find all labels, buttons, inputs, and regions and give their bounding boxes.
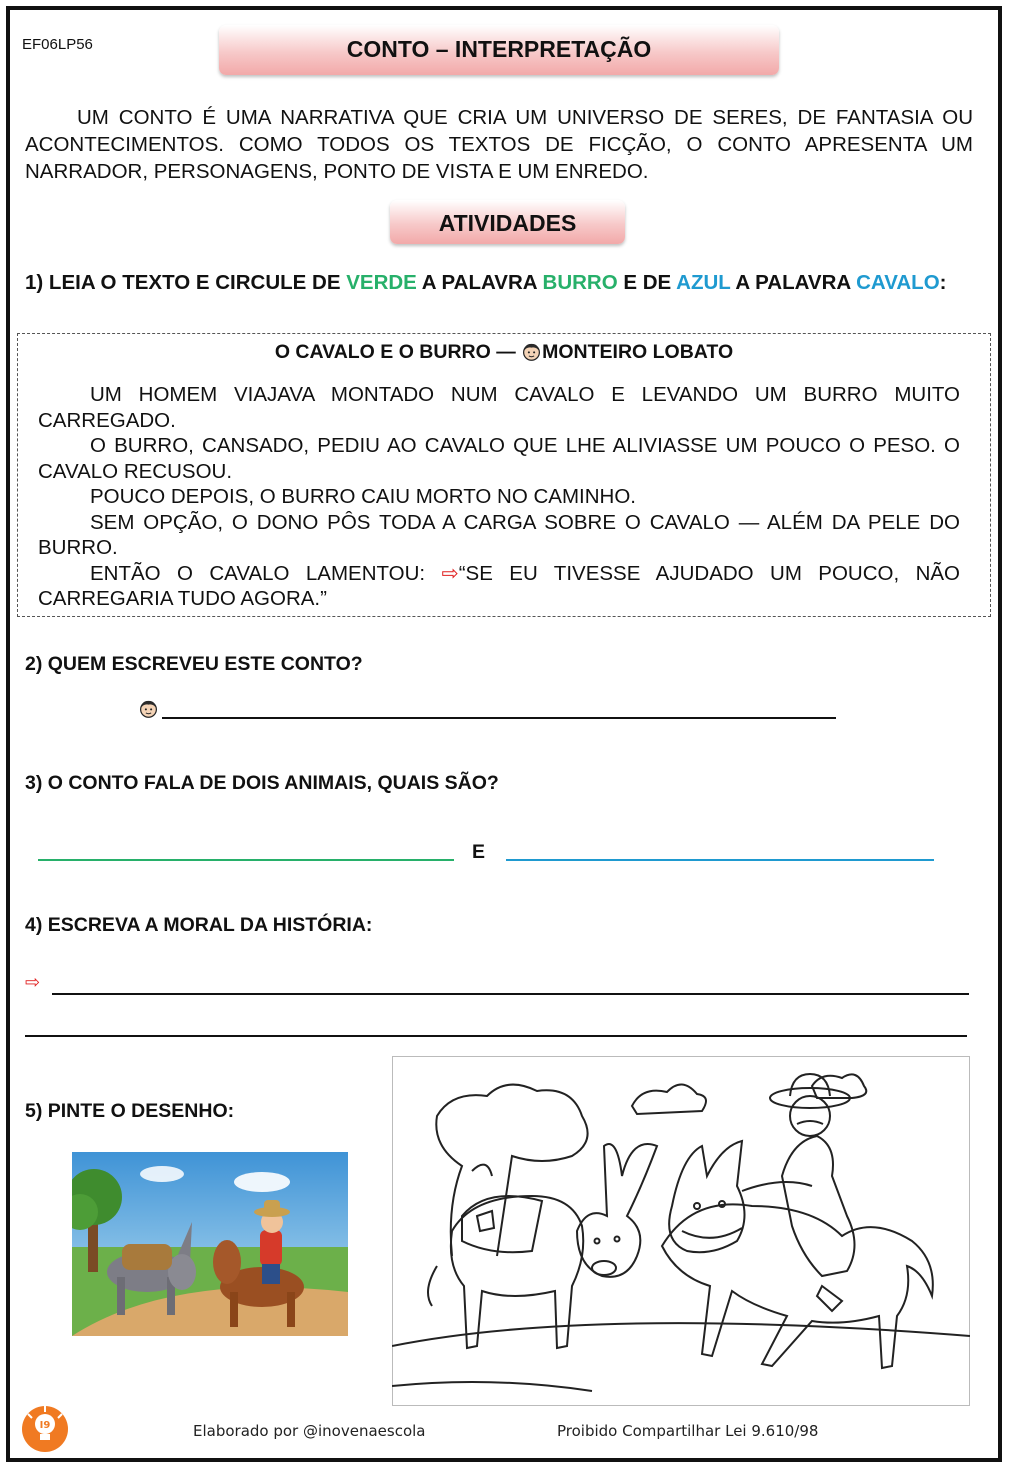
story-paragraph: ENTÃO O CAVALO LAMENTOU: ⇨“SE EU TIVESSE AJUDADO UM POUCO, NÃO CARREGARIA TUDO AGORA.” [38, 561, 960, 610]
story-paragraph: UM HOMEM VIAJAVA MONTADO NUM CAVALO E LEVANDO UM BURRO MUITO CARREGADO. [38, 383, 960, 432]
story-text [38, 382, 960, 612]
footer-author: Elaborado por @inovenaescola [193, 1422, 426, 1440]
answer-line-moral-1[interactable] [52, 993, 969, 995]
activities-title: ATIVIDADES [390, 200, 625, 244]
question-5: 5) PINTE O DESENHO: [25, 1100, 235, 1122]
color-reference-image [72, 1152, 348, 1336]
answer-line-author[interactable] [162, 717, 836, 719]
author-face-icon [521, 341, 542, 362]
brand-logo [20, 1404, 70, 1454]
word-azul: AZUL [676, 271, 731, 294]
word-verde: VERDE [346, 271, 417, 294]
word-burro: BURRO [542, 271, 618, 294]
answer-line-moral-2[interactable] [25, 1035, 967, 1037]
story-title: O CAVALO E O BURRO — MONTEIRO LOBATO [274, 341, 734, 363]
and-label: E [472, 841, 486, 863]
intro-text: UM CONTO É UMA NARRATIVA QUE CRIA UM UNIVERSO DE SERES, DE FANTASIA OU ACONTECIMENTOS. COMO TODOS OS TEXTOS DE FICÇÃO, O CONTO APRESENTA UM NARRADOR, PERSONAGENS, PONTO DE VISTA E UM ENREDO. [25, 106, 973, 183]
skill-code: EF06LP56 [22, 36, 93, 53]
story-paragraph: SEM OPÇÃO, O DONO PÔS TODA A CARGA SOBRE O CAVALO — ALÉM DA PELE DO BURRO. [38, 510, 960, 559]
story-paragraph: POUCO DEPOIS, O BURRO CAIU MORTO NO CAMINHO. [90, 485, 636, 508]
author-face-icon [138, 698, 159, 719]
author-name: MONTEIRO LOBATO [542, 341, 734, 363]
arrow-right-icon: ⇨ [441, 561, 459, 585]
question-3: 3) O CONTO FALA DE DOIS ANIMAIS, QUAIS SÃO? [25, 772, 499, 794]
answer-line-animal-2[interactable] [506, 859, 934, 861]
arrow-right-icon: ⇨ [25, 972, 41, 992]
word-cavalo: CAVALO [856, 271, 940, 294]
question-2: 2) QUEM ESCREVEU ESTE CONTO? [25, 653, 363, 675]
question-4: 4) ESCREVA A MORAL DA HISTÓRIA: [25, 914, 373, 936]
page-title: CONTO – INTERPRETAÇÃO [219, 25, 779, 75]
story-paragraph: O BURRO, CANSADO, PEDIU AO CAVALO QUE LHE ALIVIASSE UM POUCO O PESO. O CAVALO RECUSOU. [38, 434, 960, 483]
coloring-drawing [392, 1056, 970, 1406]
answer-line-animal-1[interactable] [38, 859, 454, 861]
logo-text: I9 [39, 1420, 51, 1431]
question-1: 1) LEIA O TEXTO E CIRCULE DE VERDE A PALAVRA BURRO E DE AZUL A PALAVRA CAVALO: [25, 271, 947, 294]
footer-notice: Proibido Compartilhar Lei 9.610/98 [557, 1422, 819, 1440]
